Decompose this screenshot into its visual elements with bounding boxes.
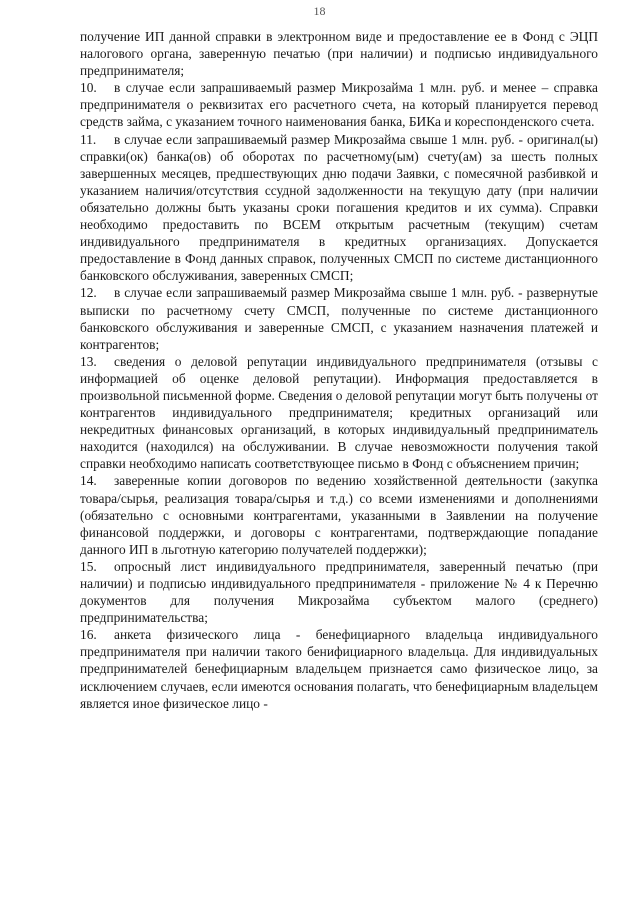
list-item-12 xyxy=(80,284,598,352)
list-item-11 xyxy=(80,131,598,285)
item-text: сведения о деловой репутации индивидуального предпринимателя (отзывы с информацией об оценке деловой репутации). Информация предоставляется в произвольной письменной форме. Сведения о деловой репутации могут быть получены от контрагентов индивидуального предпринимателя; кредитных организаций или некредитных финансовых организаций, в которых индивидуальный предприниматель находится (находился) на обслуживании. В случае невозможности получения такой справки необходимо написать соответствующее письмо в Фонд с объяснением причин; xyxy=(80,353,598,472)
list-item-13 xyxy=(80,353,598,473)
item-text: в случае если запрашиваемый размер Микрозайма свыше 1 млн. руб. - развернутые выписки по расчетному счету СМСП, полученные по системе дистанционного банковского обслуживания и заверенные СМСП, с указанием назначения платежей и контрагентов; xyxy=(80,285,598,352)
item-text: опросный лист индивидуального предпринимателя, заверенный печатью (при наличии) и подписью индивидуального предпринимателя - приложение № 4 к Перечню документов для получения Микрозайма субъектом малого (среднего) предпринимательства; xyxy=(80,558,598,626)
list-item-14 xyxy=(80,472,598,557)
list-item-15 xyxy=(80,558,598,626)
item-number: 13. xyxy=(80,353,97,369)
paragraph-text: получение ИП данной справки в электронном виде и предоставление ее в Фонд с ЭЦП налогового органа, заверенную печатью (при наличии) и подписью индивидуального предпринимателя; xyxy=(80,29,598,79)
list-item-16 xyxy=(80,626,598,711)
paragraph-continuation xyxy=(80,28,598,79)
item-text: в случае если запрашиваемый размер Микрозайма 1 млн. руб. и менее – справка предпринимателя о реквизитах его расчетного счета, на который планируется перевод средств займа, с указанием точного наименования банка, БИКа и кореспонденского счета. xyxy=(80,80,598,130)
list-item-10 xyxy=(80,79,598,130)
item-number: 16. xyxy=(80,627,97,643)
item-number: 11. xyxy=(80,131,97,147)
item-number: 12. xyxy=(80,285,97,301)
page-number: 18 xyxy=(313,4,326,18)
item-text: в случае если запрашиваемый размер Микрозайма свыше 1 млн. руб. - оригинал(ы) справки(ок) банка(ов) об оборотах по расчетному(ым) счету(ам) за шесть полных завершенных месяцев, предшествующих дню подачи Заявки, с помесячной разбивкой и указанием наличия/отсутствия ссудной задолженности на текущую дату (при наличии обязательно должны быть указаны сроки погашения кредитов и их сумма). Справки необходимо предоставить по ВСЕМ открытым расчетным (текущим) счетам индивидуального предпринимателя в кредитных организациях. Допускается предоставление в Фонд данных справок, полученных СМСП по системе дистанционного банковского обслуживания, заверенных СМСП; xyxy=(80,131,598,284)
document-body xyxy=(80,28,598,712)
item-number: 10. xyxy=(80,80,97,96)
item-text: заверенные копии договоров по ведению хозяйственной деятельности (закупка товара/сырья, реализация товара/сырья и т.д.) со всеми изменениями и дополнениями (обязательно с основными контрагентами, указанными в Заявлении на получение финансовой поддержки, и договоры с контрагентами, подтверждающие попадание данного ИП в льготную категорию получателей поддержки); xyxy=(80,473,598,557)
item-number: 15. xyxy=(80,558,97,574)
item-text: анкета физического лица - бенефициарного владельца индивидуального предпринимателя при наличии такого бенифициарного владельца. Для индивидуальных предпринимателей бенефициарным владельцем признается само физическое лицо, за исключением случаев, если имеются основания полагать, что бенефициарным владельцем является иное физическое лицо - xyxy=(80,627,598,711)
item-number: 14. xyxy=(80,473,97,489)
